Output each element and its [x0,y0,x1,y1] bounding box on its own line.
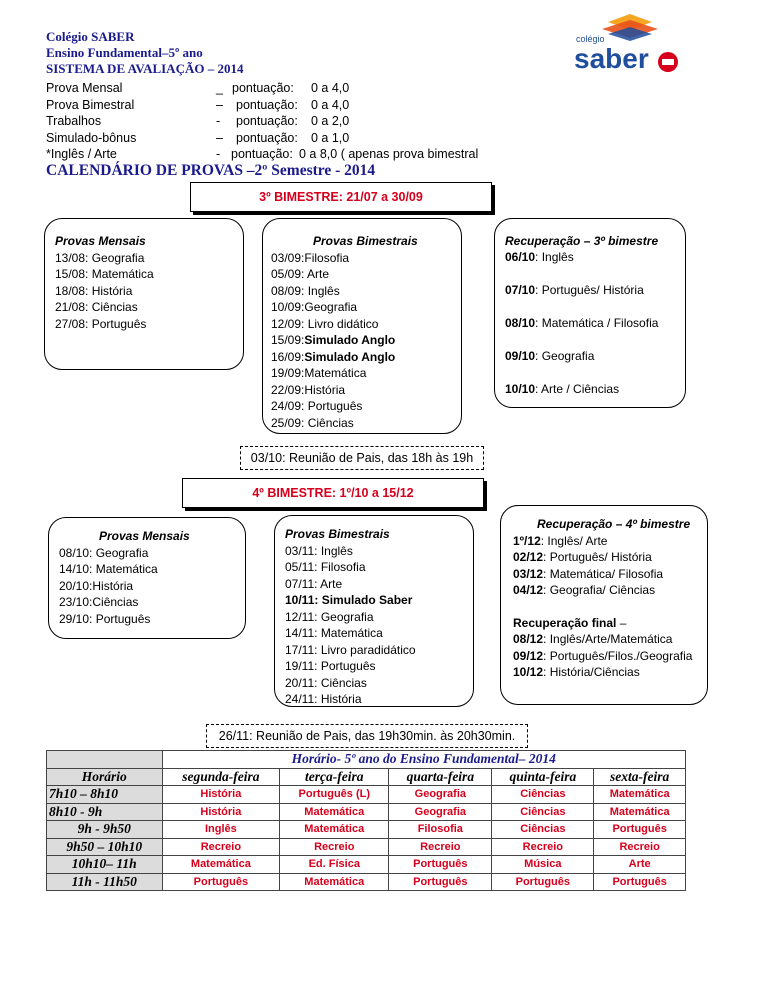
final-title-text: Recuperação final [513,615,617,630]
scoring-dash: – [216,130,223,145]
table-row [47,856,686,874]
item-subject: Livro didático [307,316,379,331]
subject-cell: Português [594,873,686,891]
list-item: 15/08: Matemática [55,267,154,281]
b3-mensais-title: Provas Mensais [55,234,146,248]
scoring-range: 0 a 8,0 ( apenas prova bimestral [299,147,479,162]
b3-recuperacao-title: Recuperação – 3º bimestre [505,234,659,248]
item-subject: Simulado Saber [321,593,413,607]
scoring-range: 0 a 2,0 [311,114,350,129]
item-date: 19/11: [285,659,321,673]
item-subject: : Português/ História [543,550,652,564]
item-subject: : Geografia [535,349,595,363]
list-item [513,549,707,566]
scoring-label: pontuação: [231,147,293,162]
b4-bimestrais-box [274,515,474,707]
item-subject: : Arte / Ciências [535,382,620,396]
item-date: 10/10 [505,382,536,396]
list-item [271,266,461,283]
b4-mensais-title: Provas Mensais [99,529,190,543]
item-subject: Filosofia [304,250,350,265]
item-date: 09/10 [505,349,536,363]
list-item [285,658,473,675]
list-item [505,282,685,298]
item-subject: : Inglês [535,250,574,264]
subject-cell: Português [594,821,686,839]
item-date: 05/09: [271,267,308,281]
list-item [505,348,685,364]
item-date: 09/12 [513,648,544,663]
table-row [47,803,686,821]
b3-mensais-box [44,218,244,370]
b3-meeting-note: 03/10: Reunião de Pais, das 18h às 19h [240,446,484,470]
scoring-label: pontuação: [236,130,298,145]
item-date: 25/09: [271,415,308,430]
item-date: 06/10 [505,250,536,264]
bimester-3-banner: 3º BIMESTRE: 21/07 a 30/09 [190,182,492,212]
item-subject: : Geografia/ Ciências [543,583,656,597]
table-row [47,786,686,804]
item-date: 07/10 [505,283,536,297]
item-date: 12/09: [271,316,308,331]
item-subject: : Inglês/Arte/Matemática [543,632,673,646]
logo-big-text: saber [574,43,649,74]
item-date: 17/11: [285,642,321,657]
list-item [271,382,461,399]
subject-cell: Geografia [389,803,492,821]
school-logo [566,10,686,80]
item-date: 1º/12 [513,533,541,548]
subject-cell: Matemática [280,821,389,839]
item-subject: Geografia [320,609,374,624]
scoring-range: 0 a 4,0 [311,97,350,112]
subject-cell: Ciências [492,821,594,839]
subject-cell: Matemática [594,786,686,804]
b3-bimestrais-box [262,218,462,434]
subject-cell: Recreio [389,838,492,856]
list-item [285,675,473,692]
item-subject: Filosofia [320,560,366,574]
item-date: 10/12 [513,665,544,679]
list-item: 18/08: História [55,283,133,298]
list-item [271,250,461,267]
list-item [513,533,707,550]
item-date: 15/09: [271,333,305,347]
item-subject: : Inglês/ Arte [540,533,608,548]
table-row [47,873,686,891]
item-date: 02/12 [513,550,544,564]
item-subject: : Matemática / Filosofia [535,316,659,330]
subject-cell: Recreio [280,838,389,856]
subject-cell: Português [492,873,594,891]
table-row [47,838,686,856]
subject-cell: Música [492,856,594,874]
item-date: 22/09: [271,382,305,397]
school-level: Ensino Fundamental–5º ano [46,45,203,60]
list-item [271,365,461,382]
item-subject: Inglês [320,543,353,558]
list-item [271,398,461,415]
scoring-name: Simulado-bônus [46,130,137,145]
subject-cell: Português [162,873,280,891]
list-item: 20/10:História [59,578,134,593]
subject-cell: Recreio [492,838,594,856]
logo-small-text: colégio [576,34,605,44]
scoring-dash: _ [216,81,223,95]
item-date: 03/12 [513,566,544,581]
column-header: Horário [47,768,163,786]
scoring-label: pontuação: [232,81,294,95]
subject-cell: Matemática [280,873,389,891]
subject-cell: Recreio [162,838,280,856]
item-date: 04/12 [513,583,544,597]
b4-recuperacao-box [500,505,708,705]
scoring-name: Prova Bimestral [46,97,135,112]
calendar-title: CALENDÁRIO DE PROVAS –2º Semestre - 2014 [46,162,376,179]
item-subject: Arte [307,267,330,281]
subject-cell: Inglês [162,821,280,839]
subject-cell: Matemática [162,856,280,874]
item-subject: Matemática [320,626,383,640]
list-item [271,299,461,316]
list-item: 29/10: Português [59,611,151,626]
subject-cell: Recreio [594,838,686,856]
column-header: quarta-feira [389,768,492,786]
item-subject: : Português/ História [535,283,644,297]
item-date: 12/11: [285,609,321,624]
item-date: 08/10 [505,316,536,330]
item-date: 07/11: [285,576,321,591]
item-date: 24/11: [285,692,321,706]
subject-cell: Português (L) [280,786,389,804]
scoring-name: Trabalhos [46,114,102,129]
list-item [271,349,461,366]
list-item [285,592,473,609]
b4-bimestrais-title: Provas Bimestrais [285,527,390,541]
subject-cell: Geografia [389,786,492,804]
column-header: quinta-feira [492,768,594,786]
subject-cell: História [162,803,280,821]
item-date: 03/11: [285,543,321,558]
item-subject: Ciências [320,675,367,690]
time-cell: 7h10 – 8h10 [47,786,163,804]
time-cell: 8h10 - 9h [47,803,163,821]
list-item: 23/10:Ciências [59,595,139,609]
item-date: 24/09: [271,399,308,413]
item-subject: Matemática [304,366,367,380]
scoring-name: Prova Mensal [46,81,123,95]
item-subject: : História/Ciências [543,665,640,679]
scoring-label: pontuação: [236,114,298,129]
logo-icon [566,10,686,80]
b4-meeting-note: 26/11: Reunião de Pais, das 19h30min. às 20h30min. [206,724,528,748]
evaluation-system-title: SISTEMA DE AVALIAÇÃO – 2014 [46,61,244,76]
item-subject: : Português/Filos./Geografia [543,648,693,663]
subject-cell: Português [389,873,492,891]
time-cell: 9h - 9h50 [47,821,163,839]
subject-cell: Matemática [594,803,686,821]
list-item [513,664,707,681]
list-item [505,381,685,397]
item-subject: Ciências [307,415,354,430]
list-item [505,315,685,331]
item-subject: História [320,692,362,706]
item-date: 10/09: [271,300,305,314]
list-item [285,543,473,560]
list-item [513,566,707,583]
list-item [513,648,707,665]
list-item [285,625,473,642]
list-item: 14/10: Matemática [59,562,158,576]
time-cell: 11h - 11h50 [47,873,163,891]
item-subject: História [304,382,346,397]
schedule-corner [47,751,163,769]
item-date: 03/09: [271,250,305,265]
time-cell: 9h50 – 10h10 [47,838,163,856]
item-subject: Livro paradidático [320,642,416,657]
b4-recuperacao-title: Recuperação – 4º bimestre [537,517,691,531]
item-date: 05/11: [285,560,321,574]
subject-cell: Arte [594,856,686,874]
column-header: segunda-feira [162,768,280,786]
time-cell: 10h10– 11h [47,856,163,874]
table-header-row [47,768,686,786]
item-subject: Simulado Anglo [304,349,396,364]
item-subject: Geografia [304,300,358,314]
item-subject: Simulado Anglo [304,333,396,347]
table-row [47,821,686,839]
item-subject: Português [307,399,363,413]
item-subject: : Matemática/ Filosofia [543,566,664,581]
scoring-dash: – [216,97,223,112]
list-item: 08/10: Geografia [59,545,149,560]
scoring-dash: - [216,114,221,129]
list-item [505,249,685,265]
list-item [271,332,461,349]
subject-cell: História [162,786,280,804]
school-name: Colégio SABER [46,29,135,44]
subject-cell: Ciências [492,786,594,804]
scoring-range: 0 a 4,0 [311,81,350,95]
item-date: 14/11: [285,626,321,640]
subject-cell: Ciências [492,803,594,821]
item-date: 19/09: [271,366,305,380]
item-subject: Arte [320,576,343,591]
school-header [46,29,243,77]
list-item [285,609,473,626]
list-item [513,631,707,648]
list-item [285,559,473,576]
list-item [271,415,461,432]
subject-cell: Filosofia [389,821,492,839]
subject-cell: Ed. Física [280,856,389,874]
item-date: 20/11: [285,675,321,690]
list-item [271,283,461,300]
list-item: 21/08: Ciências [55,300,138,314]
bimester-4-banner: 4º BIMESTRE: 1º/10 a 15/12 [182,478,484,508]
b4-mensais-box [48,517,246,639]
list-item [513,582,707,599]
list-item [285,642,473,659]
b3-bimestrais-title: Provas Bimestrais [313,234,418,248]
list-item: 13/08: Geografia [55,250,145,265]
final-recovery-title [513,615,707,632]
schedule-table [46,750,686,891]
scoring-name: *Inglês / Arte [46,147,117,162]
subject-cell: Português [389,856,492,874]
column-header: sexta-feira [594,768,686,786]
item-date: 08/12 [513,632,544,646]
list-item [285,576,473,593]
item-date: 08/09: [271,283,308,298]
subject-cell: Matemática [280,803,389,821]
list-item [285,691,473,708]
column-header: terça-feira [280,768,389,786]
item-subject: Português [320,659,376,673]
scoring-label: pontuação: [236,97,298,112]
final-title-suffix: – [616,615,627,630]
item-date: 10/11: [285,593,322,607]
schedule-title: Horário- 5º ano do Ensino Fundamental– 2014 [162,751,685,769]
scoring-range: 0 a 1,0 [311,130,350,145]
b3-recuperacao-box [494,218,686,408]
scoring-dash: - [216,147,221,162]
item-subject: Inglês [307,283,340,298]
item-date: 16/09: [271,349,305,364]
list-item [271,316,461,333]
list-item: 27/08: Português [55,316,147,331]
